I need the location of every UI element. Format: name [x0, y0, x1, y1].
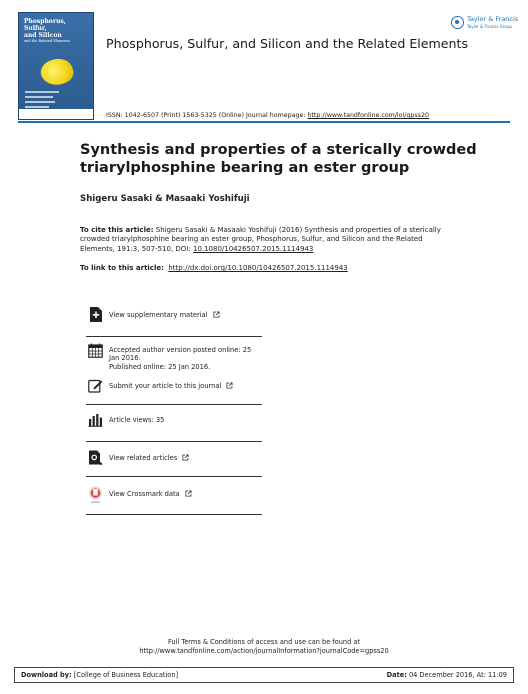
- crossmark-icon: [88, 486, 103, 504]
- article-title: Synthesis and properties of a sterically crowded triarylphosphine bearing an ester group: [80, 142, 477, 176]
- citation-text: Shigeru Sasaki & Masaaki Yoshifuji (2016) Synthesis and properties of a sterically crowded triarylphosphine bearing an ester group, Phosphorus, Sulfur, and Silicon and the Related Elements, 191:3, 507-510, DOI:: [80, 226, 441, 253]
- external-link-icon: [185, 490, 192, 497]
- related-articles-label: View related articles: [109, 454, 178, 462]
- download-info-bar: [14, 667, 514, 683]
- cover-title-line: Phosphorus,: [24, 18, 66, 25]
- published-date: Published online: 25 Jan 2016.: [109, 362, 211, 371]
- citation-label: To cite this article:: [80, 226, 154, 234]
- article-views-label: Article views: 35: [109, 416, 165, 424]
- accepted-date: Accepted author version posted online: 25 Jan 2016.: [109, 346, 252, 363]
- download-by: [21, 671, 178, 679]
- terms-notice: [0, 638, 528, 656]
- journal-title: Phosphorus, Sulfur, and Silicon and the Related Elements: [106, 36, 469, 51]
- submit-article-link[interactable]: [86, 378, 262, 396]
- journal-homepage-link[interactable]: http://www.tandfonline.com/loi/gpss20: [307, 112, 429, 119]
- info-divider: [86, 514, 262, 515]
- edit-icon: [88, 378, 103, 393]
- publisher-logo-icon: [451, 16, 464, 29]
- cover-title-line: and the Related Elements: [24, 39, 70, 43]
- cover-title: [24, 18, 84, 43]
- terms-line: Full Terms & Conditions of access and use can be found at: [167, 638, 361, 646]
- plus-document-icon: [88, 307, 103, 322]
- terms-link[interactable]: http://www.tandfonline.com/action/journalInformation?journalCode=gpss20: [139, 647, 389, 655]
- info-divider: [86, 441, 262, 442]
- cover-title-line: Sulfur,: [24, 25, 47, 32]
- doi-link[interactable]: 10.1080/10426507.2015.1114943: [192, 244, 314, 253]
- info-divider: [86, 336, 262, 337]
- bar-chart-icon: [88, 412, 103, 427]
- publication-dates: [86, 342, 262, 372]
- header-divider: [18, 121, 510, 123]
- date-value: 04 December 2016, At: 11:09: [406, 671, 507, 679]
- cover-text-lines: [25, 91, 65, 111]
- article-link[interactable]: http://dx.doi.org/10.1080/10426507.2015.1114943: [168, 264, 348, 272]
- info-divider: [86, 404, 262, 405]
- download-label: Download by:: [21, 671, 72, 679]
- citation: [80, 226, 450, 254]
- info-divider: [86, 476, 262, 477]
- related-articles-link[interactable]: [86, 450, 262, 468]
- publisher-logo: [451, 14, 519, 34]
- article-link-line: [80, 264, 348, 272]
- download-institution: [College of Business Education]: [71, 671, 179, 679]
- crossmark-label: View Crossmark data: [109, 490, 180, 498]
- search-document-icon: [88, 450, 103, 465]
- journal-cover-image: [18, 12, 94, 120]
- cover-title-line: and Silicon: [24, 32, 62, 39]
- external-link-icon: [213, 311, 220, 318]
- article-views: [86, 412, 262, 430]
- issn-line: [106, 112, 429, 119]
- download-date: [387, 671, 507, 679]
- article-authors: Shigeru Sasaki & Masaaki Yoshifuji: [80, 194, 250, 204]
- supplementary-material-link[interactable]: [86, 307, 262, 325]
- publisher-logo-sub: Taylor & Francis Group: [467, 24, 512, 29]
- calendar-icon: [88, 343, 103, 358]
- publisher-logo-name: Taylor & Francis: [467, 15, 519, 23]
- submit-article-label: Submit your article to this journal: [109, 382, 222, 390]
- link-label: To link to this article:: [80, 264, 164, 272]
- cover-footer-strip: [19, 109, 93, 119]
- supplementary-material-label: View supplementary material: [109, 311, 208, 319]
- date-label: Date:: [386, 671, 407, 679]
- external-link-icon: [182, 454, 189, 461]
- issn-text: ISSN: 1042-6507 (Print) 1563-5325 (Online) Journal homepage:: [106, 112, 308, 119]
- external-link-icon: [226, 382, 233, 389]
- crossmark-link[interactable]: [86, 486, 262, 506]
- cover-artwork: [38, 55, 76, 90]
